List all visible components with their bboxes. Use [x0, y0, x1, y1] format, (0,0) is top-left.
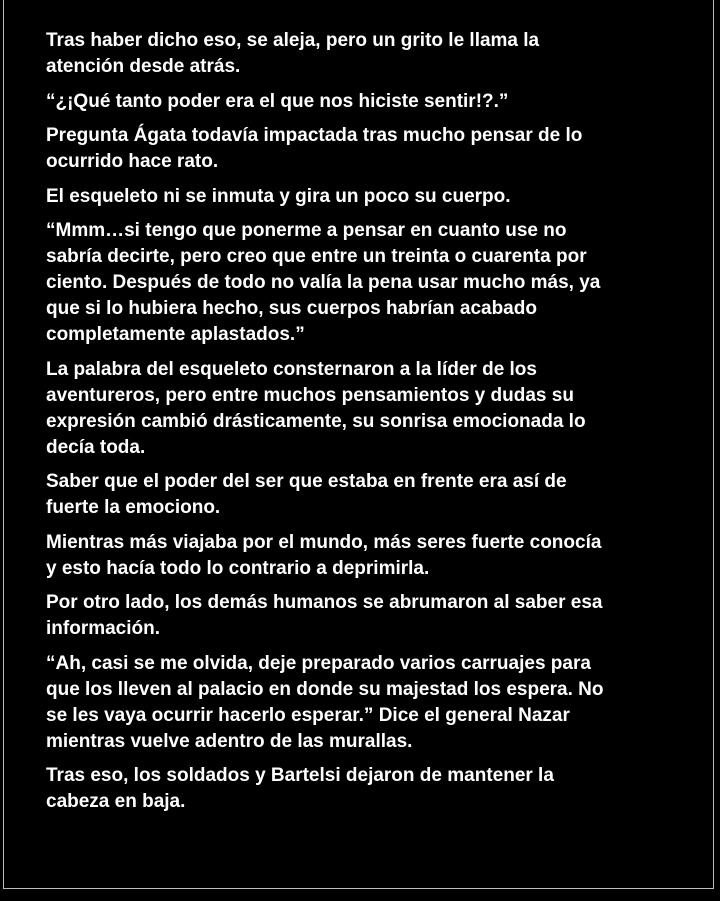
paragraph — [46, 123, 706, 175]
text-line: “Mmm…si tengo que ponerme a pensar en cuanto use no — [46, 220, 567, 241]
text-line: “¿¡Qué tanto poder era el que nos hiciste sentir!?.” — [46, 90, 509, 112]
paragraph — [46, 184, 706, 210]
paragraph — [46, 357, 706, 461]
text-line: aventureros, pero entre muchos pensamientos y dudas su — [46, 384, 574, 406]
story-text — [46, 28, 706, 824]
paragraph — [46, 590, 706, 642]
paragraph — [46, 651, 706, 755]
text-line: ocurrido hace rato. — [46, 151, 219, 172]
text-line: se les vaya ocurrir hacerlo esperar.” Dice el general Nazar — [46, 704, 570, 726]
text-line: que los lleven al palacio en donde su majestad los espera. No — [46, 678, 604, 700]
text-line: fuerte la emociono. — [46, 497, 221, 518]
paragraph — [46, 89, 706, 115]
text-line: completamente aplastados.” — [46, 324, 305, 345]
text-line: Mientras más viajaba por el mundo, más seres fuerte conocía — [46, 531, 602, 553]
paragraph — [46, 530, 706, 582]
text-line: Por otro lado, los demás humanos se abrumaron al saber esa — [46, 592, 603, 613]
text-line: El esqueleto ni se inmuta y gira un poco su cuerpo. — [46, 185, 511, 207]
text-line: decía toda. — [46, 436, 146, 458]
text-line: Tras haber dicho eso, se aleja, pero un grito le llama la — [46, 30, 540, 51]
paragraph — [46, 763, 706, 815]
paragraph — [46, 469, 706, 521]
text-line: Tras eso, los soldados y Bartelsi dejaron de mantener la — [46, 765, 554, 786]
paragraph — [46, 218, 706, 348]
text-line: La palabra del esqueleto consternaron a la líder de los — [46, 358, 537, 380]
text-line: que si lo hubiera hecho, sus cuerpos habrían acabado — [46, 298, 537, 319]
text-line: sabría decirte, pero creo que entre un treinta o cuarenta por — [46, 246, 587, 267]
text-line: “Ah, casi se me olvida, deje preparado varios carruajes para — [46, 652, 591, 674]
text-line: expresión cambió drásticamente, su sonrisa emocionada lo — [46, 410, 586, 432]
text-line: atención desde atrás. — [46, 56, 241, 77]
text-line: cabeza en baja. — [46, 791, 186, 812]
text-line: Pregunta Ágata todavía impactada tras mucho pensar de lo — [46, 125, 583, 146]
text-line: información. — [46, 618, 161, 639]
text-line: Saber que el poder del ser que estaba en frente era así de — [46, 471, 567, 492]
text-line: mientras vuelve adentro de las murallas. — [46, 730, 413, 752]
text-line: y esto hacía todo lo contrario a deprimirla. — [46, 557, 430, 579]
text-line: ciento. Después de todo no valía la pena usar mucho más, ya — [46, 272, 601, 293]
paragraph — [46, 28, 706, 80]
